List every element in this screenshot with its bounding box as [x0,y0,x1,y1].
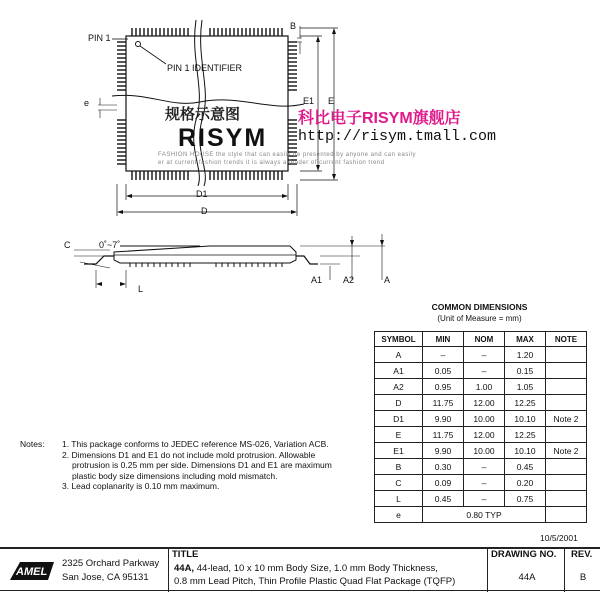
rev-heading: REV. [571,549,593,560]
table-cell: – [423,347,464,363]
table-header-row [375,332,587,347]
table-cell: 10.10 [505,411,546,427]
table-cell: 12.25 [505,427,546,443]
atmel-logo-icon [6,560,56,582]
watermark-brand: RISYM [178,124,268,152]
table-cell: 0.05 [423,363,464,379]
dimensions-title: COMMON DIMENSIONS [431,302,528,312]
d-label: D [201,206,208,216]
b-label: B [290,21,297,31]
table-cell: – [464,347,505,363]
table-cell: E1 [375,443,423,459]
drawing-no-value: 44A [518,572,536,583]
table-cell: 0.09 [423,475,464,491]
d1-label: D1 [196,189,208,199]
col-symbol: SYMBOL [375,332,423,347]
address-line-1: 2325 Orchard Parkway [62,558,160,569]
l-label: L [138,284,144,294]
side-body [114,246,296,263]
watermark-store: 科比电子RISYM旗舰店 [298,110,461,127]
watermark-fine-text: er at current fashion trends it is always a leader of current fashion trend [158,160,385,166]
drawing-no-heading: DRAWING NO. [491,549,557,560]
e-label: e [84,98,90,108]
col-min: MIN [423,332,464,347]
c-label: C [64,240,71,250]
table-cell: E [375,427,423,443]
dimensions-subtitle: (Unit of Measure = mm) [437,314,522,323]
table-cell: 11.75 [423,427,464,443]
table-cell: L [375,491,423,507]
watermark-fine-text: FASHION HOUSE the style that can easily be presented by anyone and can easily [158,152,416,158]
table-cell: – [464,475,505,491]
pin1-identifier-dot [136,42,141,47]
dimensions-table [374,331,587,523]
table-cell: 1.00 [464,379,505,395]
table-row [375,411,587,427]
table-cell [546,347,587,363]
table-cell: D1 [375,411,423,427]
title-line-2: 0.8 mm Lead Pitch, Thin Profile Plastic Quad Flat Package (TQFP) [174,576,456,587]
e1-label: E1 [303,96,315,106]
table-cell: 0.45 [505,459,546,475]
table-cell: 10.10 [505,443,546,459]
table-cell: D [375,395,423,411]
table-cell: 0.30 [423,459,464,475]
table-row [375,507,587,523]
table-row [375,347,587,363]
table-cell: – [464,459,505,475]
table-row [375,459,587,475]
table-cell: 0.80 TYP [423,507,546,523]
table-cell [546,379,587,395]
table-cell: 9.90 [423,411,464,427]
table-cell: Note 2 [546,443,587,459]
table-cell: 12.00 [464,395,505,411]
table-cell: A2 [375,379,423,395]
table-cell: 9.90 [423,443,464,459]
table-row [375,475,587,491]
table-cell: A [375,347,423,363]
title-package-code: 44A, [174,563,195,574]
a1-label: A1 [311,275,323,285]
right-pins [288,42,297,164]
pin1-identifier-label: PIN 1 IDENTIFIER [167,63,243,73]
notes-heading: Notes: [20,439,45,449]
table-cell: C [375,475,423,491]
table-row [375,491,587,507]
pin1-label: PIN 1 [88,33,111,43]
table-cell: 11.75 [423,395,464,411]
watermark-spec-diagram: 规格示意图 [165,106,241,123]
table-cell: 1.05 [505,379,546,395]
table-cell: 12.00 [464,427,505,443]
table-cell: – [464,491,505,507]
table-cell [546,363,587,379]
table-row [375,395,587,411]
note-item: 1. This package conforms to JEDEC reference MS-026, Variation ACB. [62,439,329,449]
address-line-2: San Jose, CA 95131 [62,572,149,583]
table-cell: – [464,363,505,379]
side-view-drawing [0,230,400,300]
table-cell [546,395,587,411]
angle-label: 0˚~7˚ [99,240,121,250]
table-cell [546,427,587,443]
table-cell: 10.00 [464,443,505,459]
table-cell [546,507,587,523]
e-big-label: E [328,96,335,106]
drawing-date: 10/5/2001 [540,533,578,543]
table-cell [546,491,587,507]
note-item: 3. Lead coplanarity is 0.10 mm maximum. [62,481,220,492]
table-cell: B [375,459,423,475]
table-cell: 0.75 [505,491,546,507]
left-pins [117,42,126,164]
rev-value: B [579,572,587,583]
col-note: NOTE [546,332,587,347]
bottom-pins [132,171,282,180]
col-max: MAX [505,332,546,347]
note-item: 2. Dimensions D1 and E1 do not include mold protrusion. Allowable [62,449,316,460]
title-description-1: 44-lead, 10 x 10 mm Body Size, 1.0 mm Body Thickness, [194,563,438,574]
table-cell: 0.95 [423,379,464,395]
table-cell: 10.00 [464,411,505,427]
table-cell: e [375,507,423,523]
note-item: protrusion is 0.25 mm per side. Dimensions D1 and E1 are maximum [72,460,332,471]
table-cell: 0.15 [505,363,546,379]
top-pins [132,28,282,36]
table-row [375,363,587,379]
table-row [375,379,587,395]
lead-profile [84,256,114,264]
table-cell: 1.20 [505,347,546,363]
table-row [375,427,587,443]
table-cell: 12.25 [505,395,546,411]
watermark-url: http://risym.tmall.com [298,128,497,145]
a2-label: A2 [343,275,355,285]
col-nom: NOM [464,332,505,347]
table-cell: 0.45 [423,491,464,507]
table-cell [546,459,587,475]
table-row [375,443,587,459]
a-label: A [384,275,391,285]
notes-list [62,439,392,492]
svg-text:AMEL: AMEL [16,566,48,578]
title-line-1 [174,563,438,574]
note-item: plastic body size dimensions including mold mismatch. [72,470,278,481]
title-heading: TITLE [172,549,199,560]
table-cell [546,475,587,491]
table-cell: A1 [375,363,423,379]
table-cell: 0.20 [505,475,546,491]
table-cell: Note 2 [546,411,587,427]
